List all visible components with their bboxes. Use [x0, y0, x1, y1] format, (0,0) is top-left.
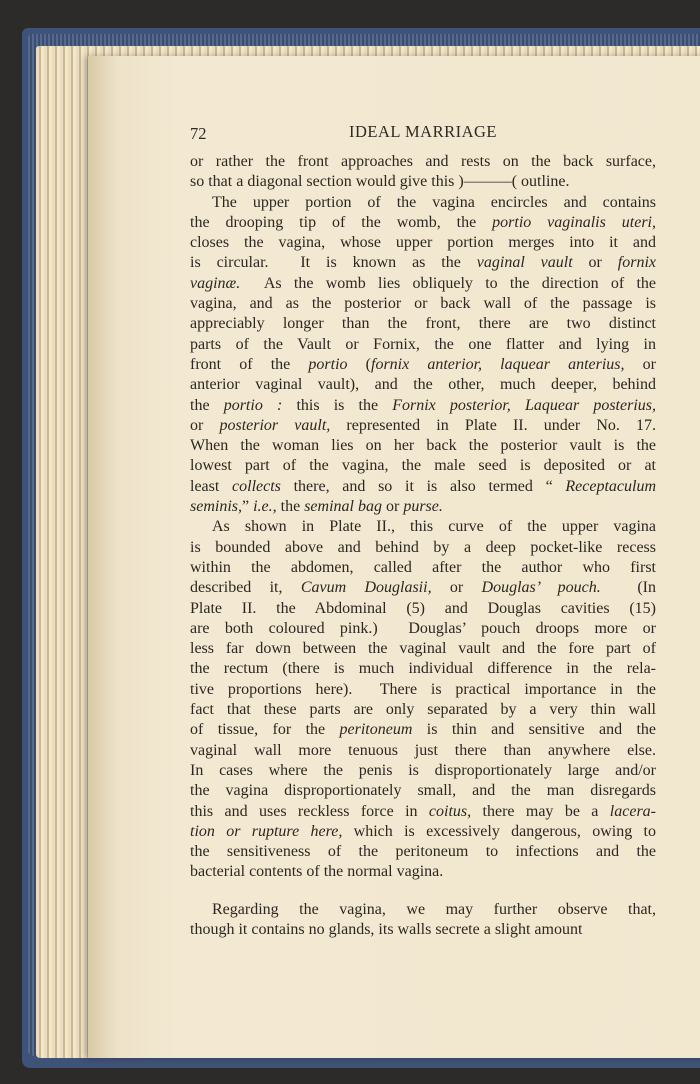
text-segment: represented in Plate II. under No. 17.: [330, 416, 657, 434]
text-segment: (: [347, 355, 371, 373]
text-line: [190, 822, 656, 842]
text-segment: front of the: [190, 355, 309, 373]
italic-term: vaginæ.: [190, 274, 241, 292]
text-line: [190, 700, 656, 720]
page-header: [190, 122, 656, 146]
italic-term: Fornix posterior, Laquear posterius,: [392, 396, 657, 414]
page-number: 72: [190, 124, 207, 143]
text-segment: (In: [600, 579, 657, 597]
text-segment: appreciably longer than the front, there are two distinct: [190, 315, 656, 333]
italic-term: seminal bag: [304, 498, 382, 516]
text-line: [190, 274, 656, 294]
italic-term: vaginal vault: [476, 254, 573, 272]
text-line: [190, 416, 656, 436]
italic-term: posterior vault,: [219, 416, 331, 434]
text-segment: When the woman lies on her back the posterior vault is the: [190, 437, 656, 455]
text-segment: is bounded above and behind by a deep pocket-like recess: [190, 538, 656, 556]
text-line: [190, 517, 656, 537]
text-line: [190, 396, 656, 416]
text-segment: ”: [242, 498, 254, 516]
text-segment: bacterial contents of the normal vagina.: [190, 863, 444, 881]
text-segment: this is the: [282, 396, 393, 414]
text-line: [190, 802, 656, 822]
text-segment: As shown in Plate II., this curve of the upper vagina: [212, 518, 656, 536]
italic-term: portio: [308, 355, 348, 373]
italic-term: Cavum Douglasii,: [300, 579, 432, 597]
text-segment: or: [190, 416, 220, 434]
text-line: [190, 193, 656, 213]
italic-term: Receptaculum: [565, 477, 656, 495]
text-segment: least: [190, 477, 233, 495]
text-line: [190, 558, 656, 578]
text-segment: or: [572, 254, 618, 272]
body-text: [190, 152, 656, 940]
text-line: [190, 436, 656, 456]
text-line: [190, 213, 656, 233]
text-line: [190, 538, 656, 558]
italic-term: portio :: [223, 396, 283, 414]
text-segment: are both coloured pink.) Douglas’ pouch droops more or: [190, 619, 656, 637]
italic-term: Douglas’ pouch.: [481, 579, 601, 597]
text-segment: or: [381, 498, 404, 516]
text-segment: closes the vagina, whose upper portion merges into it and: [190, 234, 656, 252]
text-segment: The upper portion of the vagina encircles and contains: [212, 193, 656, 211]
text-segment: fact that these parts are only separated by a very thin wall: [190, 701, 656, 719]
text-line: [190, 497, 656, 517]
text-segment: so that a diagonal section would give this )———( outline.: [190, 173, 570, 191]
italic-term: tion or rupture here,: [190, 822, 343, 840]
text-segment: the: [190, 396, 224, 414]
italic-term: seminis,: [190, 498, 242, 516]
text-segment: is circular. It is known as the: [190, 254, 477, 272]
text-segment: parts of the Vault or Fornix, the one flatter and lying in: [190, 335, 656, 353]
italic-term: collects: [232, 477, 281, 495]
text-segment: As the womb lies obliquely to the direction of the: [240, 274, 656, 292]
text-segment: In cases where the penis is disproportionately large and/or: [190, 761, 656, 779]
text-segment: this and uses reckless force in: [190, 802, 429, 820]
italic-term: purse.: [403, 498, 443, 516]
text-line: [190, 335, 656, 355]
text-line: [190, 253, 656, 273]
text-line: [190, 900, 656, 920]
text-segment: or: [624, 355, 656, 373]
text-line: [190, 862, 656, 882]
italic-term: portio vaginalis uteri,: [492, 213, 656, 231]
text-line: [190, 639, 656, 659]
text-line: [190, 477, 656, 497]
text-segment: lowest part of the vagina, the male seed is deposited or at: [190, 457, 656, 475]
text-line: [190, 152, 656, 172]
text-line: [190, 355, 656, 375]
running-head: IDEAL MARRIAGE: [349, 122, 497, 141]
text-segment: which is excessively dangerous, owing to: [342, 822, 656, 840]
text-segment: though it contains no glands, its walls secrete a slight amount: [190, 920, 583, 938]
text-segment: less far down between the vaginal vault and the fore part of: [190, 640, 656, 658]
text-line: [190, 680, 656, 700]
text-line: [190, 741, 656, 761]
text-line: [190, 233, 656, 253]
text-line: [190, 578, 656, 598]
text-line: [190, 172, 656, 192]
text-segment: there may be a: [471, 802, 610, 820]
text-line: [190, 920, 656, 940]
text-segment: vaginal wall more tenuous just there than anywhere else.: [190, 741, 656, 759]
text-segment: there, and so it is also termed “: [280, 477, 566, 495]
text-segment: or rather the front approaches and rests on the back surface,: [190, 153, 656, 170]
italic-term: i.e.,: [253, 498, 277, 516]
text-line: [190, 781, 656, 801]
text-line: [190, 619, 656, 639]
text-segment: Plate II. the Abdominal (5) and Douglas cavities (15): [190, 599, 656, 617]
text-segment: within the abdomen, called after the author who first: [190, 558, 656, 576]
italic-term: fornix anterior, laquear anterius,: [371, 355, 625, 373]
text-line: [190, 720, 656, 740]
text-line: [190, 599, 656, 619]
text-segment: vagina, and as the posterior or back wall of the passage is: [190, 295, 656, 313]
text-line: [190, 456, 656, 476]
text-segment: anterior vaginal vault), and the other, much deeper, behind: [190, 376, 656, 394]
text-segment: described it,: [190, 579, 301, 597]
italic-term: peritoneum: [339, 721, 413, 739]
italic-term: lacera-: [609, 802, 656, 820]
text-segment: the vagina disproportionately small, and the man disregards: [190, 782, 656, 800]
text-segment: the: [276, 498, 305, 516]
text-segment: of tissue, for the: [190, 721, 340, 739]
text-line: [190, 375, 656, 395]
text-segment: is thin and sensitive and the: [412, 721, 656, 739]
paragraph-gap: [190, 883, 656, 900]
italic-term: fornix: [617, 254, 657, 272]
text-line: [190, 842, 656, 862]
text-segment: tive proportions here). There is practical importance in the: [190, 680, 656, 698]
text-line: [190, 314, 656, 334]
text-segment: the rectum (there is much individual difference in the rela-: [190, 660, 656, 678]
text-segment: the sensitiveness of the peritoneum to infections and the: [190, 843, 656, 861]
text-line: [190, 659, 656, 679]
text-line: [190, 761, 656, 781]
text-segment: the drooping tip of the womb, the: [190, 213, 493, 231]
italic-term: coitus,: [428, 802, 472, 820]
text-segment: or: [431, 579, 482, 597]
text-segment: Regarding the vagina, we may further observe that,: [212, 900, 656, 918]
text-line: [190, 294, 656, 314]
